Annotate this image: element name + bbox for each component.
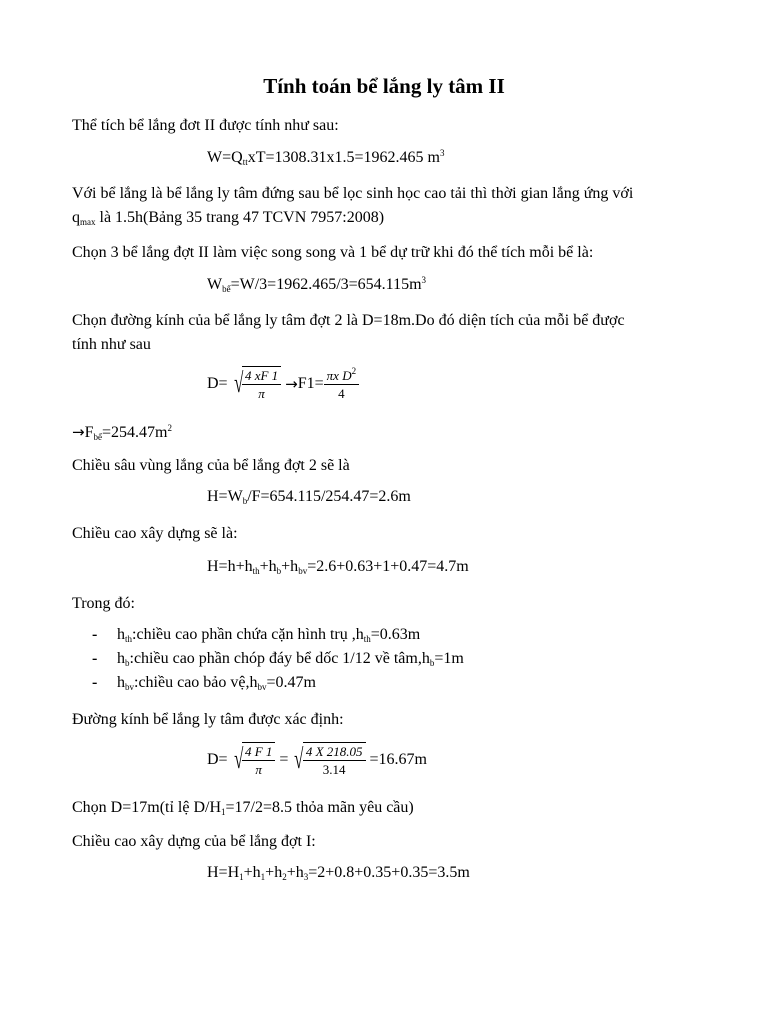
formula-height-tank-1: $H=H_1+h_1+h_2+h_3=2+0.8+0.35+0.35=3.5m$ [207,864,470,882]
paragraph-settling-time: Với bể lắng là bể lắng ly tâm đứng sau bể lọc sinh học cao tải thì thời gian lắng ứng với $q_{max}$ là 1.5h(Bảng 35 trang 47 TCVN 7957:2008) [72,185,634,227]
result-area: $\to F_{bể}=254.47m^2$ [72,423,172,442]
paragraph-depth-intro: Chiều sâu vùng lắng của bể lắng đợt 2 sẽ là [72,457,350,474]
fraction: $\frac{4 X 218.05}{3.14}$ [303,743,366,778]
formula-volume: $W=Q_{tt}xT=1308.31x1.5=1962.465$ $m^3$ [207,148,445,167]
formula-height: $H=h+h_{th}+h_b+h_{bv}=2.6+0.63+1+0.47=4.7m$ [207,558,469,576]
square-root: √ $\frac{4 F 1}{\pi}$ [228,742,276,778]
fraction: $\frac{\pi x D^2}{4}$ [324,367,359,402]
paragraph-choose-diameter: Chọn D=17m(tỉ lệ $D/H_1=17/2=8.5$ thỏa mãn yêu cầu) [72,799,414,817]
paragraph-where: Trong đó: [72,595,135,612]
paragraph-tank-count: Chọn 3 bể lắng đợt II làm việc song song và 1 bể dự trữ khi đó thể tích mỗi bể là: [72,244,594,261]
page-title: Tính toán bể lắng ly tâm II [263,74,505,98]
formula-diameter-area: D= √ $\frac{4 xF 1}{\pi}$ →F1= $\frac{\pi x D^2}{4}$ [207,366,359,402]
paragraph-height-intro: Chiều cao xây dựng sẽ là: [72,525,238,542]
fraction: $\frac{4 F 1}{\pi}$ [242,743,275,778]
arrow-icon: → [72,423,85,441]
formula-diameter: D= √ $\frac{4 F 1}{\pi}$ = √ $\frac{4 X 218.05}{3.14}$ =16.67m [207,744,427,777]
square-root: √ $\frac{4 X 218.05}{3.14}$ [288,742,365,778]
fraction: $\frac{4 xF 1}{\pi}$ [242,367,281,402]
formula-depth: $H=W_b/F=654.115/254.47=2.6m$ [207,488,411,506]
list-item: - $h_b:chiều$ cao phần chóp đáy bể dốc 1/12 về $tâm,h_b=1m$ [92,650,464,668]
paragraph-volume-intro: Thể tích bể lắng đơt II được tính như sau: [72,117,339,134]
paragraph-diameter-intro: Đường kính bể lắng ly tâm được xác định: [72,711,344,728]
paragraph-height-tank-1: Chiều cao xây dựng của bể lắng đợt I: [72,833,316,850]
list-item: - $h_{th}:chiều$ cao phần chứa cặn hình trụ $,h_{th}=0.63m$ [92,626,421,644]
formula-volume-per-tank: $W_{bể}=W/3=1962.465/3=654.115m^3$ [207,275,427,294]
arrow-icon: → [285,375,298,393]
list-item: - $h_{bv}:chiều$ cao bảo $vệ,h_{bv}=0.47m$ [92,674,316,692]
square-root: √ $\frac{4 xF 1}{\pi}$ [228,366,282,402]
paragraph-diameter-choice: Chọn đường kính của bể lắng ly tâm đợt 2 là D=18m.Do đó diện tích của mỗi bể được tính như sau [72,312,625,353]
